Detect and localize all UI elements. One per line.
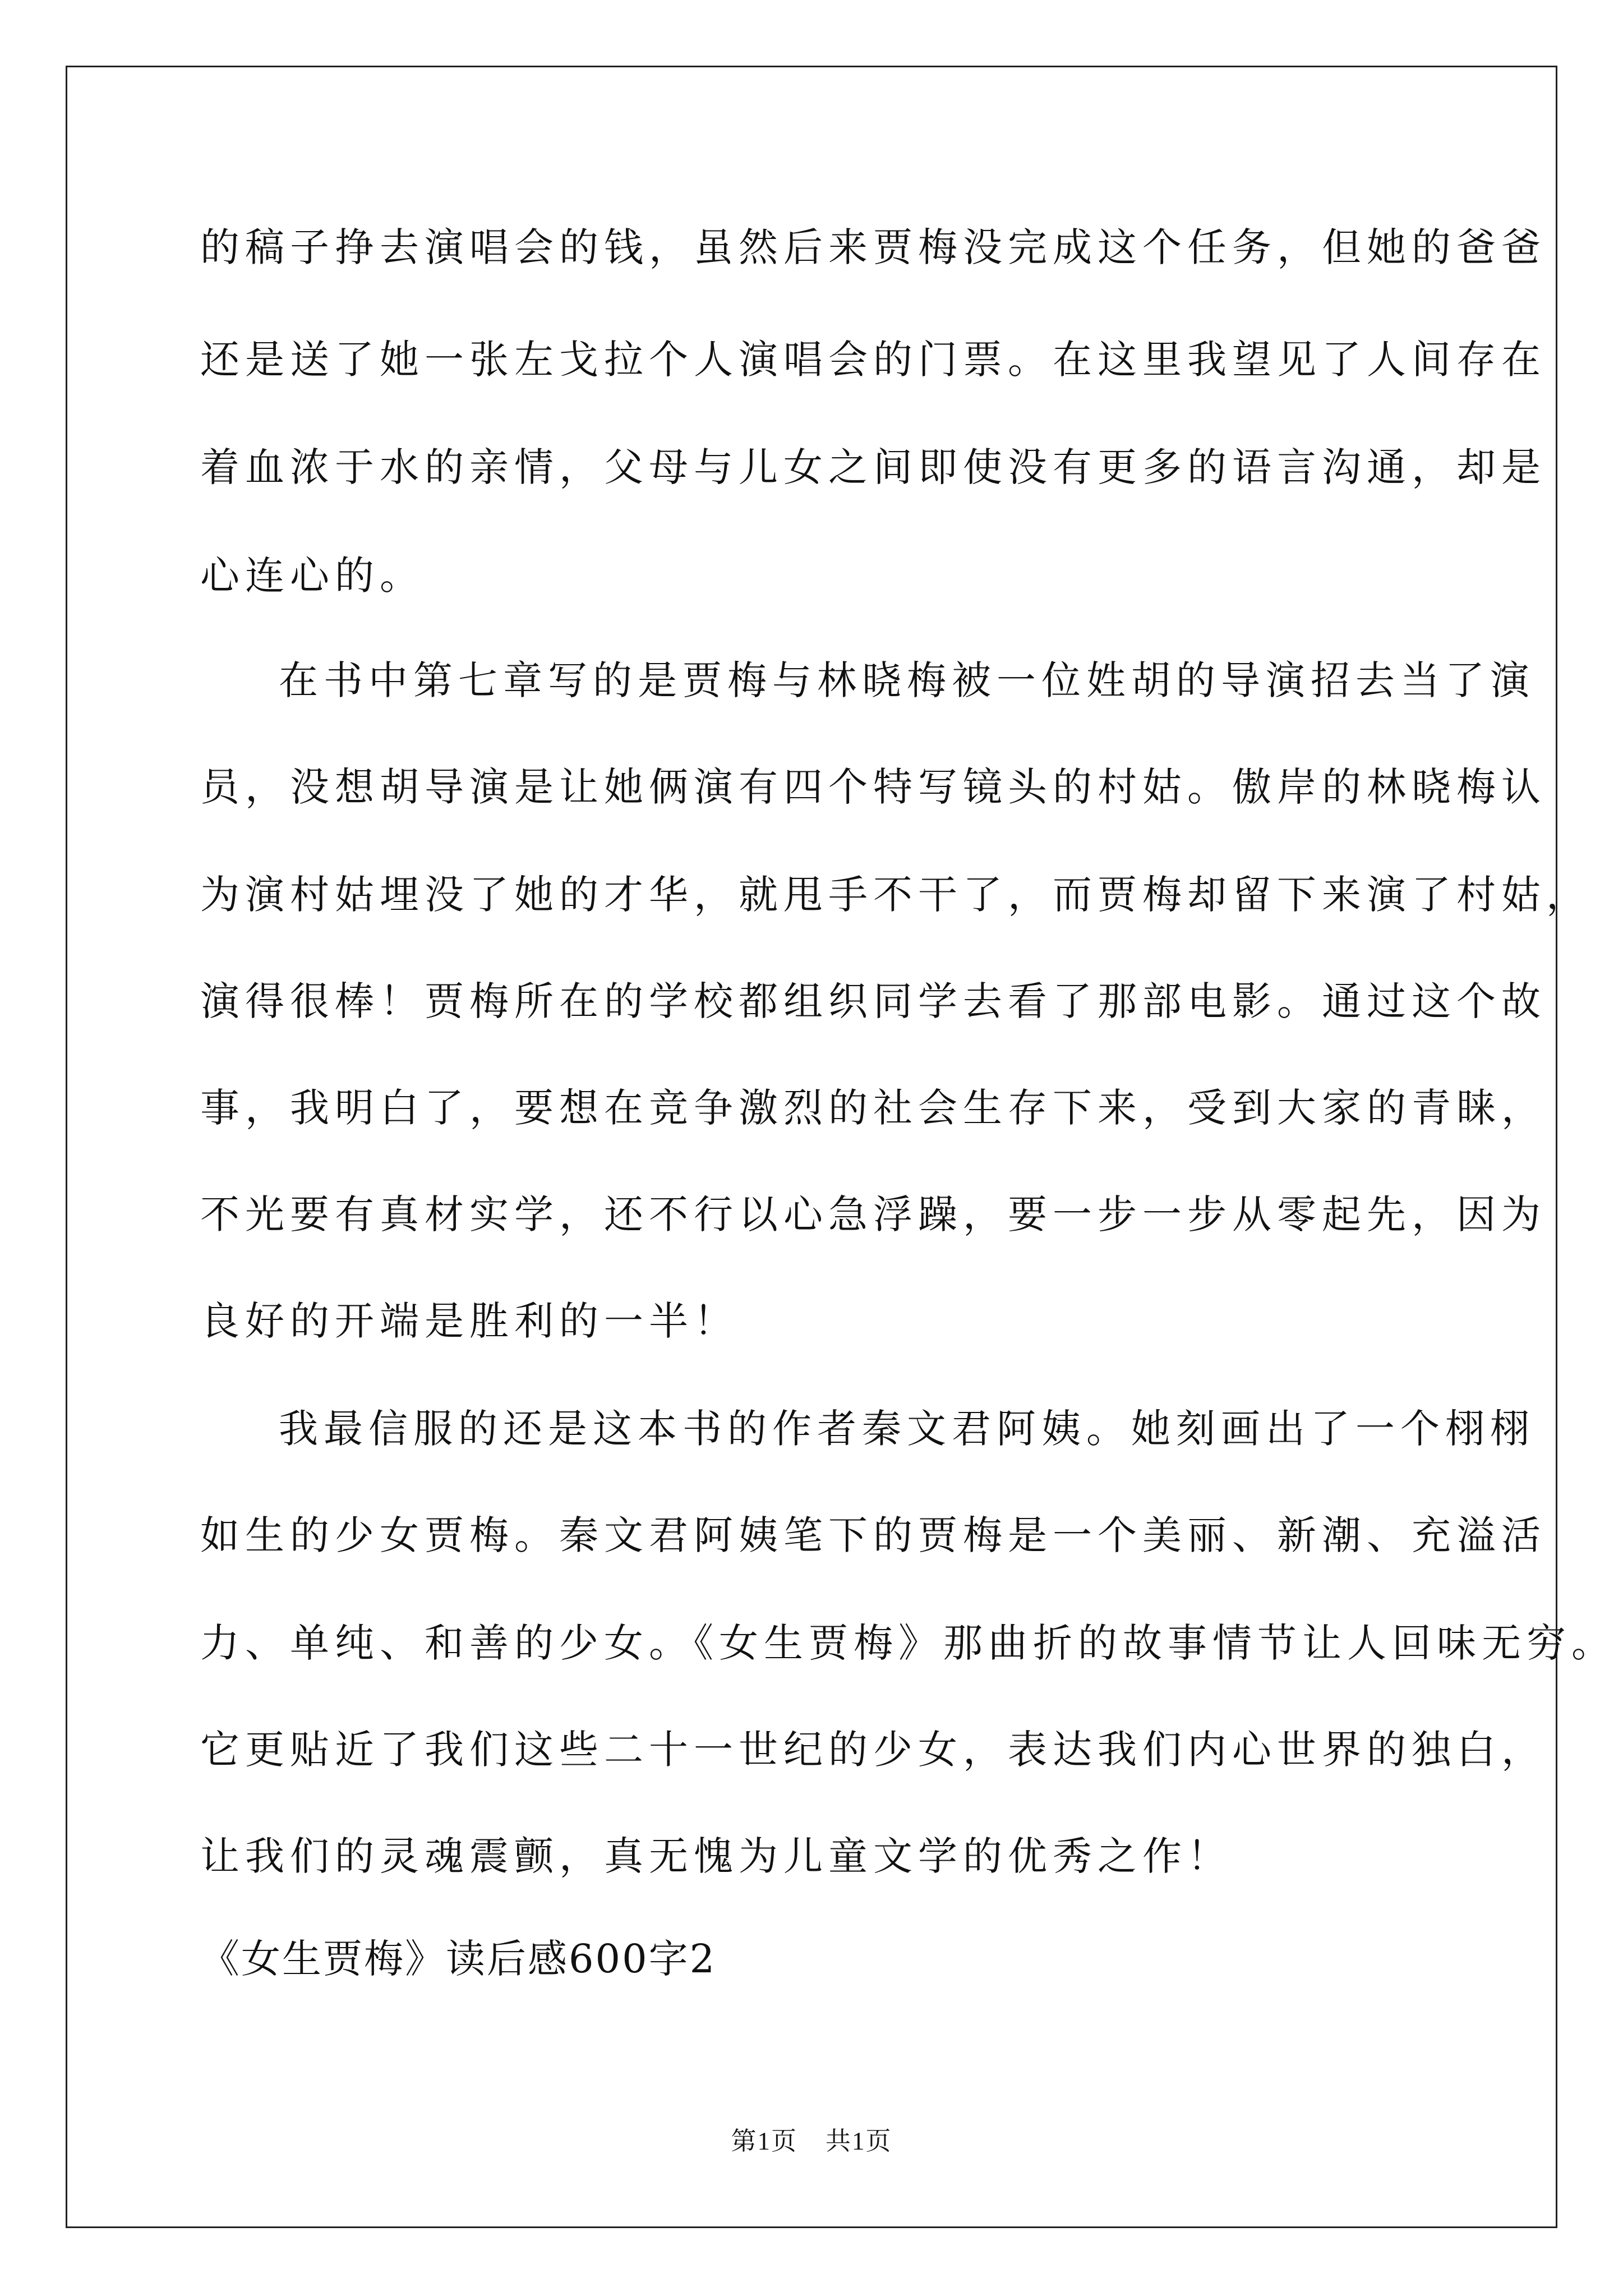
body-text-line: 良好的开端是胜利的一半！ xyxy=(200,1298,739,1344)
body-text-line: 事，我明白了，要想在竞争激烈的社会生存下来，受到大家的青睐， xyxy=(200,1085,1546,1131)
body-text-line: 心连心的。 xyxy=(200,553,425,599)
body-text-line: 它更贴近了我们这些二十一世纪的少女，表达我们内心世界的独白， xyxy=(200,1727,1546,1773)
body-text-line: 的稿子挣去演唱会的钱，虽然后来贾梅没完成这个任务，但她的爸爸 xyxy=(200,224,1546,270)
paragraph-first-line: 在书中第七章写的是贾梅与林晓梅被一位姓胡的导演招去当了演 xyxy=(279,657,1535,703)
page-footer xyxy=(0,2124,1623,2158)
body-text-line: 如生的少女贾梅。秦文君阿姨笔下的贾梅是一个美丽、新潮、充溢活 xyxy=(200,1512,1546,1558)
body-text-line: 着血浓于水的亲情，父母与儿女之间即使没有更多的语言沟通，却是 xyxy=(200,444,1546,490)
page-border xyxy=(66,66,1616,2228)
page-number: 第1页 xyxy=(731,2127,797,2155)
page-total: 共1页 xyxy=(826,2127,892,2155)
body-text-line: 为演村姑埋没了她的才华，就甩手不干了，而贾梅却留下来演了村姑， xyxy=(200,872,1591,918)
body-text-line: 让我们的灵魂震颤，真无愧为儿童文学的优秀之作！ xyxy=(200,1833,1232,1879)
paragraph-first-line: 我最信服的还是这本书的作者秦文君阿姨。她刻画出了一个栩栩 xyxy=(279,1406,1535,1452)
body-text-line: 还是送了她一张左戈拉个人演唱会的门票。在这里我望见了人间存在 xyxy=(200,337,1546,383)
section-heading: 《女生贾梅》读后感600字2 xyxy=(200,1936,717,1982)
body-text-line: 员，没想胡导演是让她俩演有四个特写镜头的村姑。傲岸的林晓梅认 xyxy=(200,764,1546,810)
body-text-line: 演得很棒！贾梅所在的学校都组织同学去看了那部电影。通过这个故 xyxy=(200,978,1546,1024)
body-text-line: 力、单纯、和善的少女。《女生贾梅》那曲折的故事情节让人回味无穷。 xyxy=(200,1620,1616,1666)
body-text-line: 不光要有真材实学，还不行以心急浮躁，要一步一步从零起先，因为 xyxy=(200,1191,1546,1237)
